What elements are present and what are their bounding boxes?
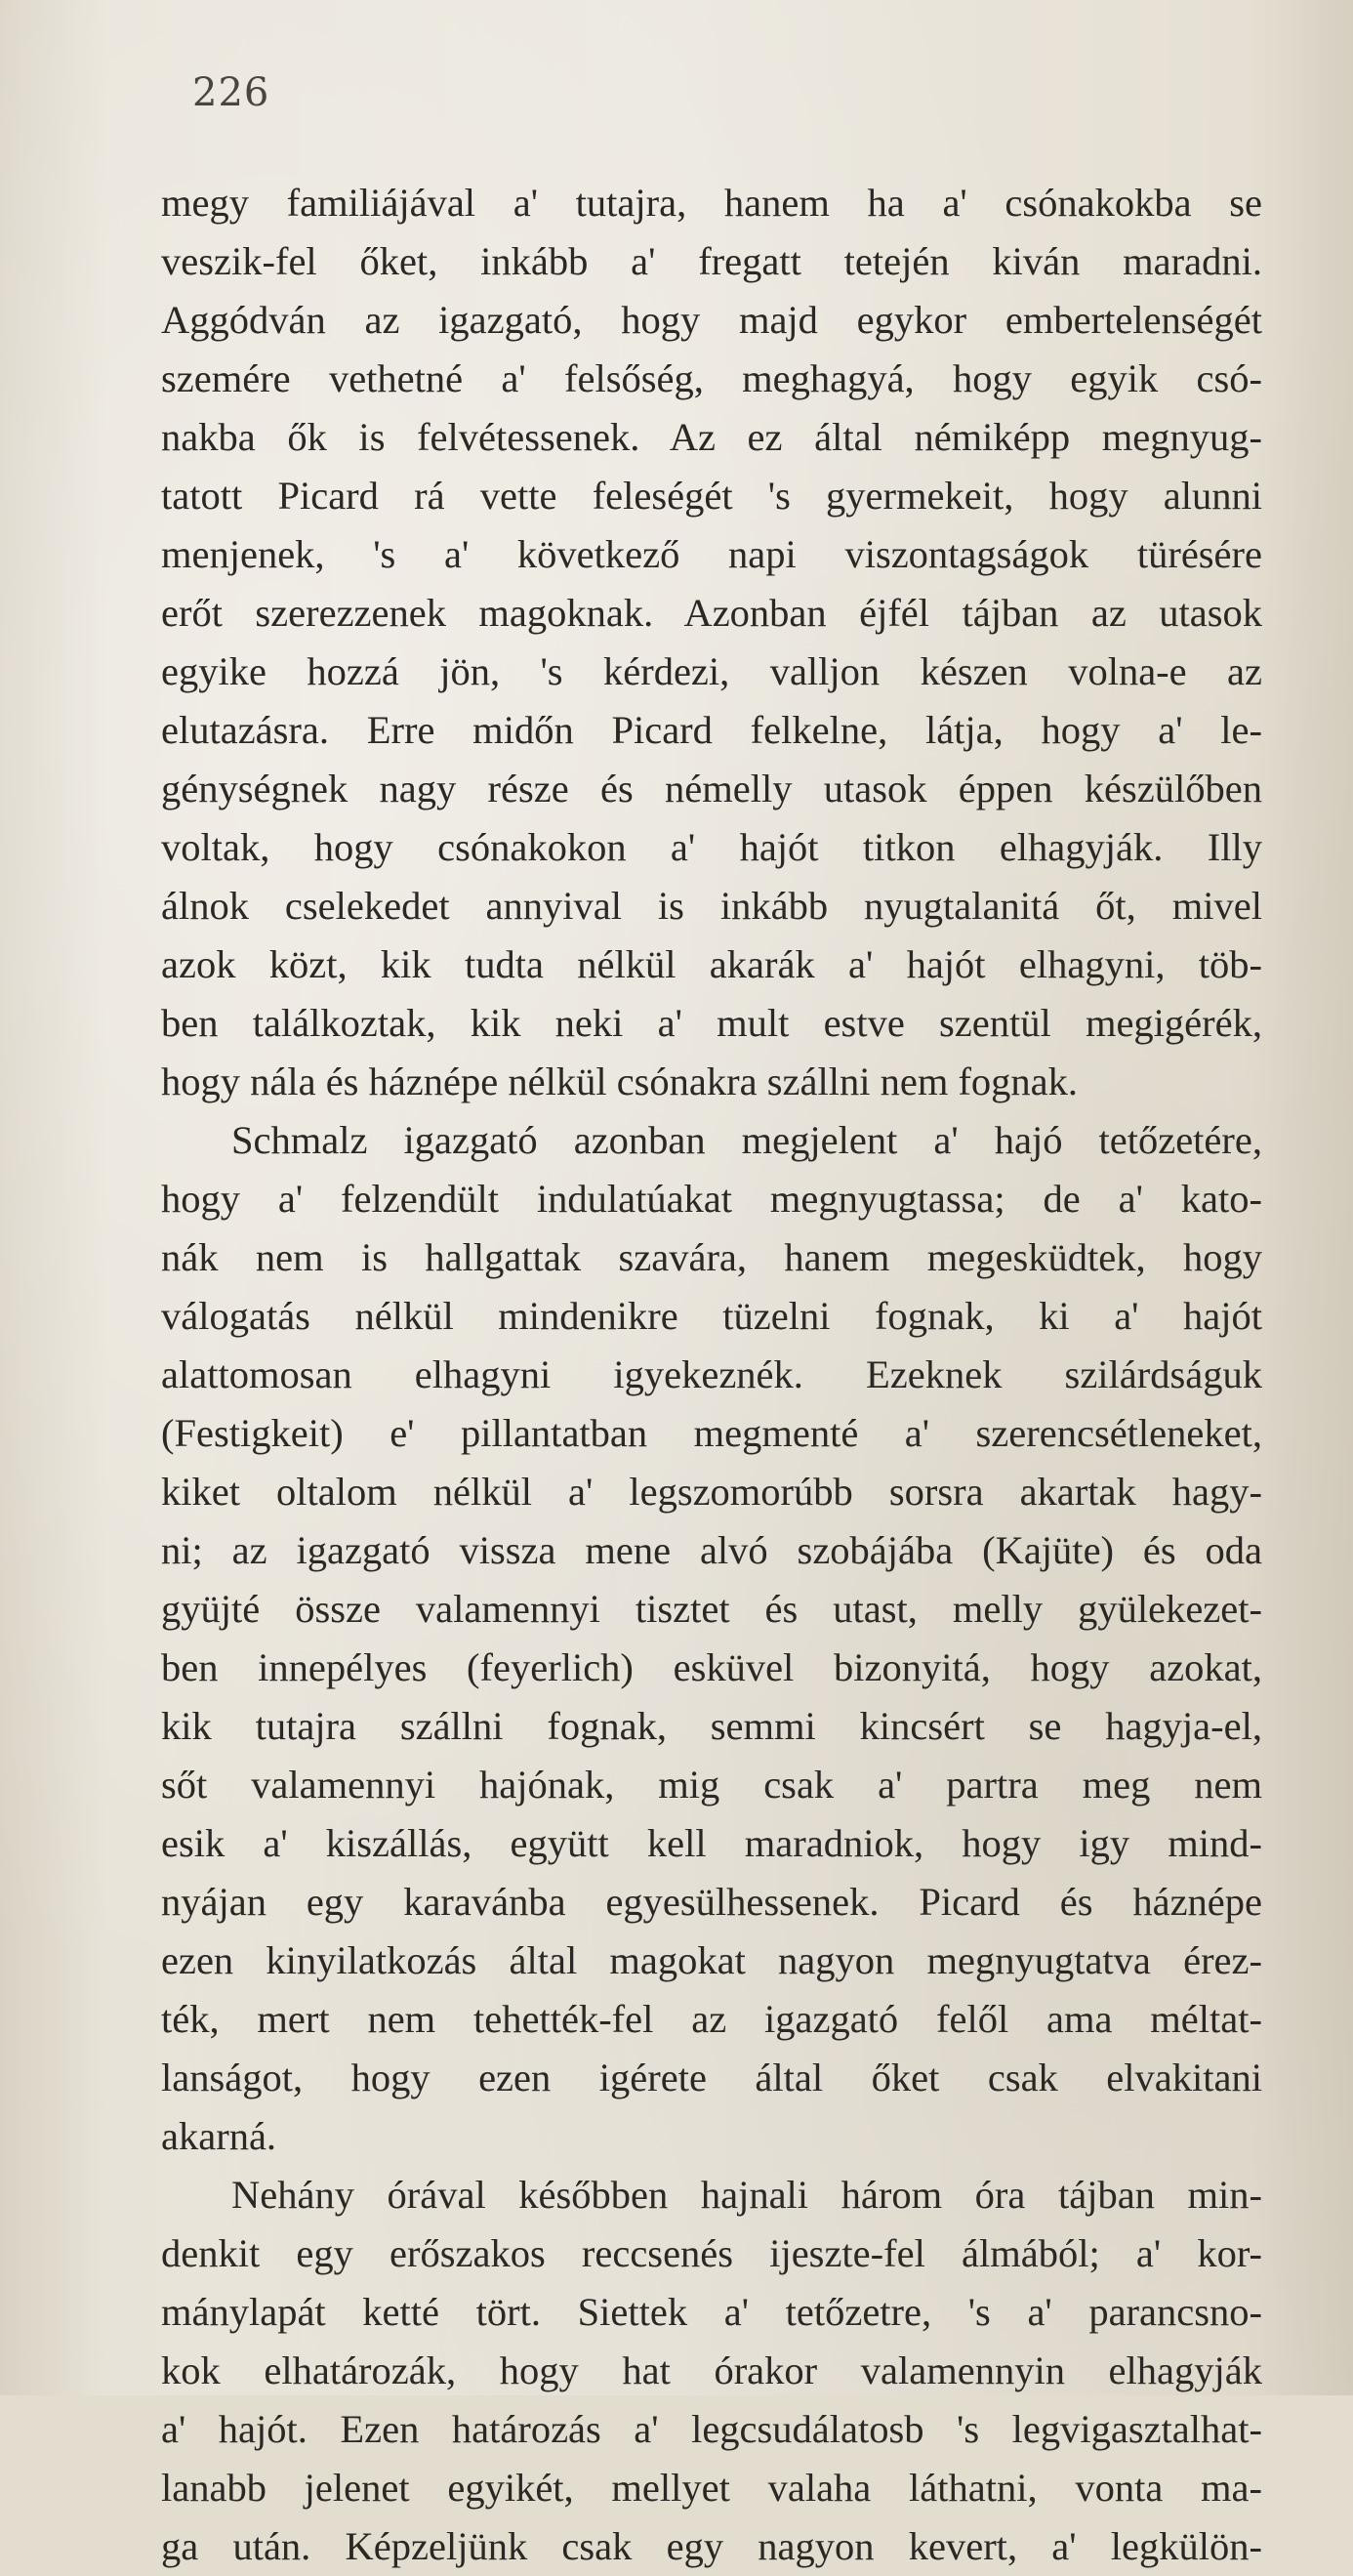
text-line: génységnek nagy része és némelly utasok éppen készülőben [161,767,1262,810]
text-line: ték, mert nem tehették-fel az igazgató felől ama méltat- [161,1997,1262,2041]
text-line: kik tutajra szállni fognak, semmi kincsért se hagyja-el, [161,1704,1262,1748]
text-line: hogy nála és háznépe nélkül csónakra szállni nem fognak. [161,1059,1079,1103]
text-line: ben innepélyes (feyerlich) esküvel bizonyitá, hogy azokat, [161,1645,1262,1689]
text-line: lanságot, hogy ezen igérete által őket csak elvakitani [161,2056,1262,2099]
text-line: válogatás nélkül mindenikre tüzelni fognak, ki a' hajót [161,1294,1262,1338]
text-line: nák nem is hallgattak szavára, hanem megesküdtek, hogy [161,1235,1262,1279]
text-line: ni; az igazgató vissza mene alvó szobájába (Kajüte) és oda [161,1528,1262,1572]
text-line: tatott Picard rá vette feleségét 's gyermekeit, hogy alunni [161,474,1262,518]
text-line: Aggódván az igazgató, hogy majd egykor embertelenségét [161,298,1262,342]
text-line: Schmalz igazgató azonban megjelent a' hajó tetőzetére, [231,1118,1262,1162]
text-line: hogy a' felzendült indulatúakat megnyugtassa; de a' kato- [161,1177,1262,1221]
body-text [161,174,1262,2576]
text-line: ben találkoztak, kik neki a' mult estve szentül megigérék, [161,1001,1262,1045]
text-line: erőt szerezzenek magoknak. Azonban éjfél tájban az utasok [161,591,1262,635]
text-line: menjenek, 's a' következő napi viszontagságok türésére [161,532,1262,576]
text-line: ga után. Képzeljünk csak egy nagyon kevert, a' legkülön- [161,2524,1262,2568]
text-line: veszik-fel őket, inkább a' fregatt tetején kiván maradni. [161,239,1262,283]
text-line: nakba ők is felvétessenek. Az ez által némiképp megnyug- [161,415,1262,459]
text-line: kiket oltalom nélkül a' legszomorúbb sorsra akartak hagy- [161,1470,1262,1514]
text-line: egyike hozzá jön, 's kérdezi, valljon készen volna-e az [161,649,1262,693]
text-line: a' hajót. Ezen határozás a' legcsudálatosb 's legvigasztalhat- [161,2407,1262,2451]
text-line: Nehány órával későbben hajnali három óra tájban min- [231,2173,1262,2217]
text-line: gyüjté össze valamennyi tisztet és utast, melly gyülekezet- [161,1587,1262,1631]
text-line: lanabb jelenet egyikét, mellyet valaha láthatni, vonta ma- [161,2466,1262,2510]
text-line: azok közt, kik tudta nélkül akarák a' hajót elhagyni, töb- [161,942,1262,986]
text-line: sőt valamennyi hajónak, mig csak a' partra meg nem [161,1763,1262,1807]
text-line: álnok cselekedet annyival is inkább nyugtalanitá őt, mivel [161,884,1262,928]
text-line: szemére vethetné a' felsőség, meghagyá, hogy egyik csó- [161,356,1262,400]
text-line: voltak, hogy csónakokon a' hajót titkon elhagyják. Illy [161,825,1262,869]
text-line: denkit egy erőszakos reccsenés ijeszte-fel álmából; a' kor- [161,2231,1262,2275]
text-line: elutazásra. Erre midőn Picard felkelne, látja, hogy a' le- [161,708,1262,752]
text-line: esik a' kiszállás, együtt kell maradniok, hogy igy mind- [161,1821,1262,1865]
text-line: alattomosan elhagyni igyekeznék. Ezeknek szilárdságuk [161,1352,1262,1396]
text-line: kok elhatározák, hogy hat órakor valamennyin elhagyják [161,2348,1262,2392]
text-line: megy familiájával a' tutajra, hanem ha a' csónakokba se [161,181,1262,225]
text-line: ezen kinyilatkozás által magokat nagyon megnyugtatva érez- [161,1938,1262,1982]
text-line: mánylapát ketté tört. Siettek a' tetőzetre, 's a' parancsno- [161,2290,1262,2334]
text-line: nyájan egy karavánba egyesülhessenek. Picard és háznépe [161,1880,1262,1924]
text-line: akarná. [161,2114,277,2158]
page-number: 226 [192,70,270,115]
text-line: (Festigkeit) e' pillantatban megmenté a' szerencsétleneket, [161,1411,1262,1455]
